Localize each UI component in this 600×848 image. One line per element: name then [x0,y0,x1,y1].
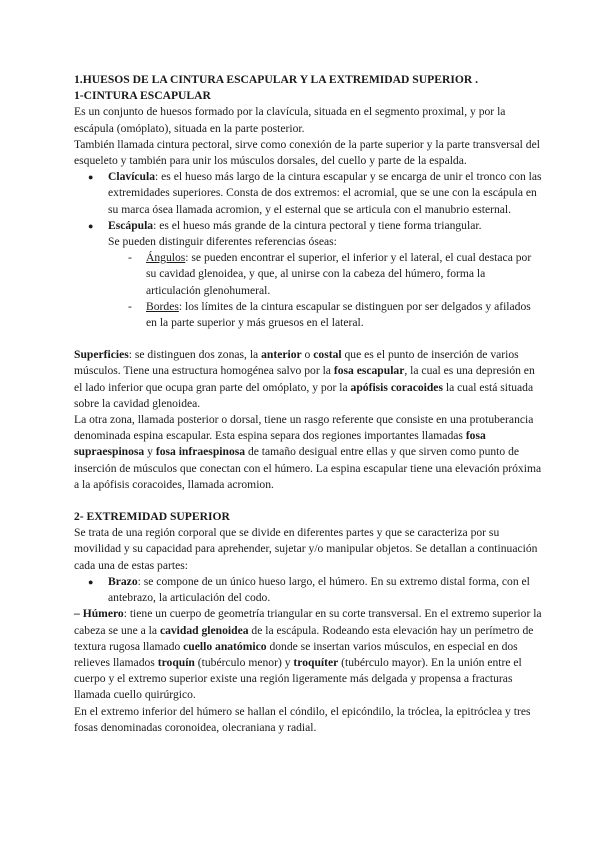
parts-list [74,574,542,606]
escapula-sublist [108,250,542,331]
bordes-text: : los límites de la cintura escapular se distinguen por ser delgados y afilados en la parte superior y más gruesos en el lateral. [146,299,531,330]
section-2-title: 2- EXTREMIDAD SUPERIOR [74,510,230,524]
text-run: (tubérculo menor) y [194,655,294,669]
text-run: y [144,445,156,459]
superficies-term: Superficies [74,348,129,362]
bold-term: anterior [261,348,302,362]
bones-list [74,169,542,331]
bold-term: fosa infraespinosa [155,445,246,459]
list-item-brazo [108,574,542,606]
bold-term: fosa supraespinosa [74,429,486,459]
otra-zona-paragraph [74,412,542,493]
list-item-clavicula [108,169,542,218]
text-run: donde se insertan varios músculos, en especial en dos relieves llamados [74,639,518,669]
text-run: , la cual es una depresión en el lado inferior que ocupa gran parte del omóplato, y por la [74,364,535,394]
angulos-term: Ángulos [146,251,186,265]
text-run: que es el punto de inserción de varios músculos. Tiene una estructura homogénea salvo por la [74,348,519,378]
text-run: la cual está situada sobre la cavidad glenoidea. [74,380,534,410]
section-1-subtitle: 1-CINTURA ESCAPULAR [74,89,211,103]
text-run: : tiene un cuerpo de geometría triangular en su corte transversal. En el extremo superior la cabeza se une a la [74,607,542,637]
sublist-item-bordes [146,299,542,331]
text-run: o [301,348,314,362]
text-run: : se distinguen dos zonas, la [128,348,262,362]
clavicula-term: Clavícula [108,170,156,184]
bold-term: troquín [157,655,195,669]
clavicula-text: : es el hueso más largo de la cintura escapular y se encarga de unir el tronco con las extremidades superiores. Consta de dos extremos: el acromial, que se une con la escápula en su marca ósea llamada acromion, y el esternal que se articula con el manubrio esternal. [108,170,542,216]
text-run: de la escápula. Rodeando esta elevación hay un perímetro de textura rugosa llamado [74,623,534,653]
brazo-text: : se compone de un único hueso largo, el húmero. En su extremo distal forma, con el antebrazo, la articulación del codo. [108,574,530,605]
bold-term: cavidad glenoidea [159,623,249,637]
dash-prefix: – [74,607,83,621]
bold-term: apófisis coracoides [350,380,443,394]
brazo-term: Brazo [108,574,138,588]
escapula-term: Escápula [108,218,154,232]
section-1-title: 1.HUESOS DE LA CINTURA ESCAPULAR Y LA EXTREMIDAD SUPERIOR . [74,73,479,86]
bordes-term: Bordes [146,299,179,313]
spacer [74,331,542,347]
spacer [74,493,542,509]
bold-term: costal [313,348,342,362]
text-run: de tamaño desigual entre ellas y que sirven como punto de inserción de músculos que conectan con el húmero. La espina escapular tiene una elevación próxima a la apófisis coracoides, llamada acromion. [74,445,542,491]
text-run: (tubérculo mayor). En la unión entre el cuerpo y el extremo superior existe una región ligeramente más delgada y propensa a fracturas llamada cuello quirúrgico. [74,655,522,702]
humero-term: Húmero [82,607,124,621]
escapula-text: : es el hueso más grande de la cintura pectoral y tiene forma triangular. [153,218,482,232]
intro-paragraph-1: Es un conjunto de huesos formado por la clavícula, situada en el segmento proximal, y por la escápula (omóplato), situada en la parte posterior. [74,105,506,135]
bold-term: troquíter [293,655,339,669]
escapula-line-2: Se pueden distinguir diferentes referencias óseas: [108,235,337,249]
section-2-intro: Se trata de una región corporal que se divide en diferentes partes y que se caracteriza por su movilidad y su capacidad para aprehender, sujetar y/o manipular objetos. Se detallan a continuación cada una de estas partes: [74,526,538,572]
list-item-escapula [108,218,542,331]
sublist-item-angulos [146,250,542,299]
bold-term: cuello anatómico [183,639,267,653]
superficies-paragraph [74,347,542,412]
bold-term: fosa escapular [333,364,405,378]
final-paragraph: En el extremo inferior del húmero se hallan el cóndilo, el epicóndilo, la tróclea, la epitróclea y tres fosas denominadas coronoidea, olecraniana y radial. [74,704,531,734]
angulos-text: : se pueden encontrar el superior, el inferior y el lateral, el cual destaca por su cavidad glenoidea, y que, al unirse con la cabeza del húmero, forma la articulación glenohumeral. [146,251,532,297]
text-run: La otra zona, llamada posterior o dorsal, tiene un rasgo referente que consiste en una protuberancia denominada espina escapular. Esta espina separa dos regiones importantes llamadas [74,413,534,443]
humero-paragraph [74,606,542,703]
intro-paragraph-2: También llamada cintura pectoral, sirve como conexión de la parte superior y la parte transversal del esqueleto y también para unir los músculos dorsales, del cuello y parte de la espalda. [74,137,540,168]
